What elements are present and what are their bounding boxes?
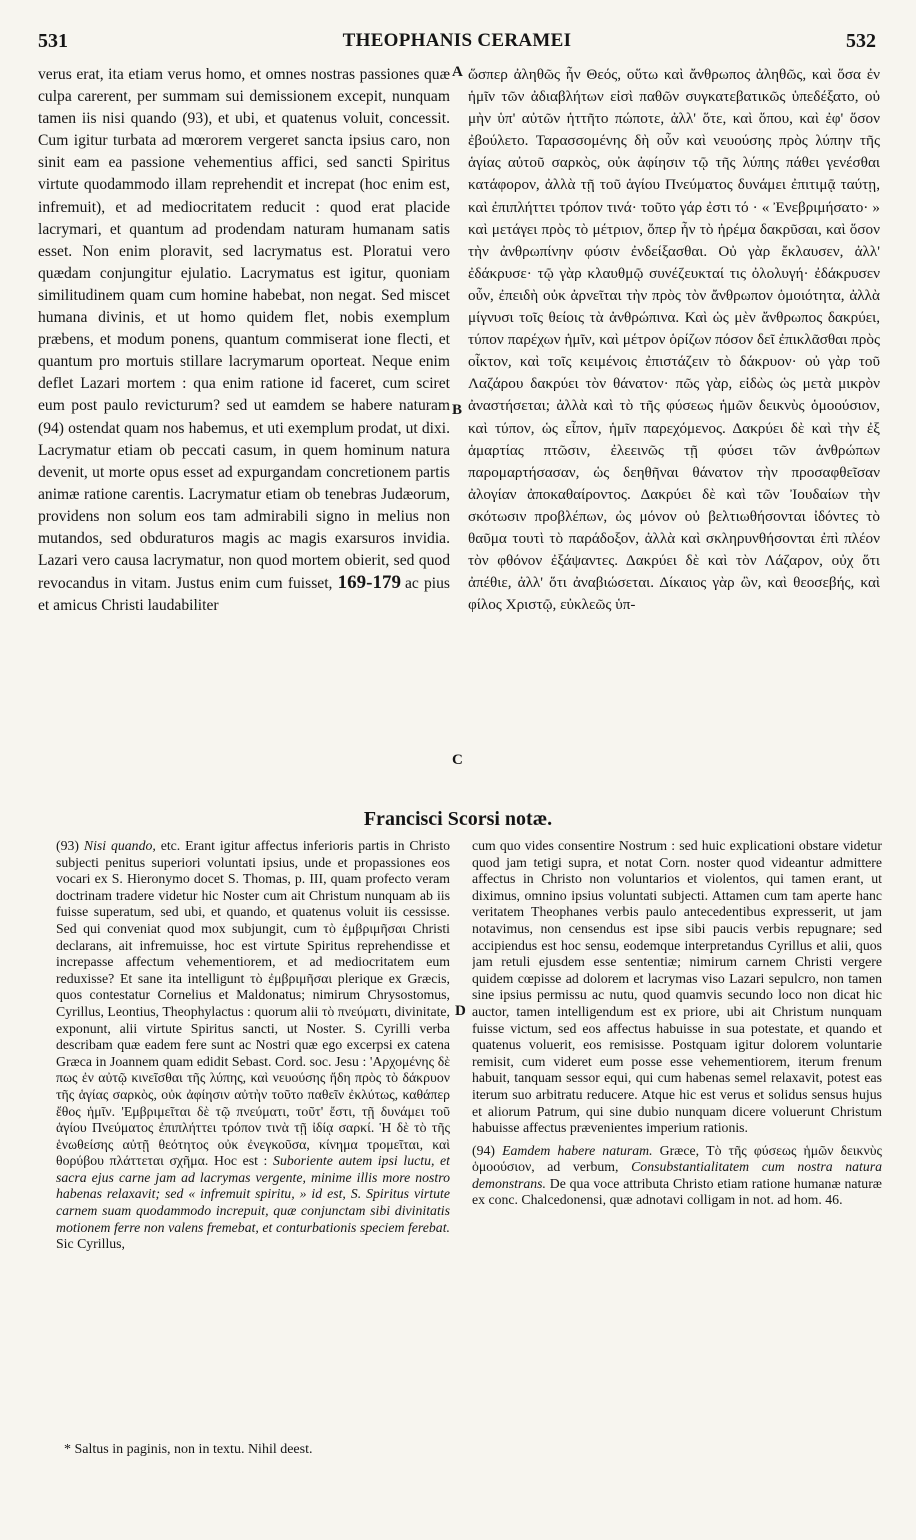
note-93-body: etc. Erant igitur affectus inferioris partis in Christo subjecti penitus superiori voluntati ipsius, unde et propassiones eos vocari ex S. Hieronymo docet S. Thomas, p. III, quam profecto veram doctrinam tradere videtur hic Noster cum ait Christum nunquam ab iis fuisse superatum, sed ubi, et quando, et quatenus voluit iis cessisse. Sed qui conveniat quod mox subjungit, cum τὸ ἐμβριμῆσαι Christi declarans, ait infremuisse, hoc est virtute Spiritus reprehendisse et increpasse affectum vehementiorem, et ad mediocritatem eum reduxisse? Et sane ita intelligunt τὸ ἐμβριμῆσαι plerique ex Græcis, quos contestatur Cornelius et Maldonatus; nimirum Chrysostomus, Cyrillus, Leontius, Theophylactus : quorum alii τὸ πνεύματι, divinitate, exponunt, alii virtute Spiritus sancti, ut Noster. S. Cyrilli verba describam quæ eadem fere sunt ac Nostri quæ ego excerpsi ex catena Græca in Joannem quam edidit Sebast. Cord. soc. Jesu : 'Αρχομένης δὲ πως ἐν αὐτῷ κινεῖσθαι τῆς λύπης, καὶ νευούσης ἤδη πρὸς τὸ δάκρυον τῆς ἁγίας σαρκὸς, οὐκ ἀφίησιν αὐτὴν τοῦτο παθεῖν ἐκλύτως, καθάπερ ἔθος ἡμῖν. 'Εμβριμεῖται δὲ τῷ πνεύματι, τοῦτ' ἔστι, τῇ δυνάμει τοῦ ἁγίου Πνεύματος ἐπιπλήττει τρόπον τινὰ τῇ ἰδίᾳ σαρκί. Ἡ δὲ τὸ τῆς ἑνωθείσης αὐτῇ θεότητος οὐκ ἐνεγκοῦσα, κίνημα τρομεῖται, καὶ θορύβου πλάττεται σχῆμα. Hoc est : (56, 838, 450, 1169)
latin-paragraph (38, 64, 450, 617)
section-number: 169-179 (337, 572, 401, 594)
margin-marker-a: A (452, 64, 463, 80)
running-title: THEOPHANIS CERAMEI (342, 30, 572, 51)
note-94-end: De qua voce attributa Christo etiam ratione humanæ naturæ ex conc. Chalcedonensi, quæ adnotavi colligam in not. ad hom. 46. (472, 1175, 882, 1208)
note-94 (472, 1143, 882, 1209)
margin-marker-c: C (452, 752, 463, 768)
note-93-label: (93) (56, 838, 79, 853)
greek-text: ὥσπερ ἀληθῶς ἦν Θεός, οὕτω καὶ ἄνθρωπος ἀληθῶς, καὶ ὅσα ἐν ἡμῖν τῶν ἀδιαβλήτων εἰσὶ παθῶν συγκατεβατικῶς ὑπεδέξατο, οὐ μὴν ὑπ' αὐτῶν ἡττῆτο πώποτε, ἀλλ' ὅτε, καὶ ὅπου, καὶ ἐφ' ὅσον ἐβούλετο. Ταρασσομένης δὴ οὖν καὶ νευούσης πρὸς λύπην τῆς ἁγίας αὐτοῦ σαρκὸς, οὐκ ἀφίησιν τῷ τῆς λύπης πάθει γενέσθαι κατάφορον, ἀλλὰ τῇ τοῦ ἁγίου Πνεύματος δυνάμει ἐπιτιμᾷ ταύτῃ, καὶ ἐπιπλήττει τρόπον τινά· τοῦτο γάρ ἐστι τό · « Ἐνεβριμήσατο· » καὶ μετάγει πρὸς τὸ μέτριον, ὅπερ ἦν τὸ ἠρέμα δακρῦσαι, καὶ ὅσον τὴν ἀνθρωπίνην φύσιν ἐνδείξασθαι. Οὐ γὰρ ἔκλαυσεν, ἀλλ' ἐδάκρυσε· τῷ γὰρ κλαυθμῷ συνέζευκταί τις ὀλολυγή· ἐδάκρυσεν οὖν, ἐπειδὴ οὐκ ἀρνεῖται τὴν πρὸς τὸν ἄνθρωπον ὁμοιότητα, ἀλλὰ μίγνυσι τοῖς θείοις τὰ ἀνθρώπινα. Καὶ ὡς μὲν ἄνθρωπος δακρύει, τύπον παρέχων ἡμῖν, καὶ μέτρον ὁρίζων πόσον δεῖ ἐπικλᾶσθαι πρὸς οἶκτον, καὶ τοῖς κειμένοις ἐπιστάζειν τὸ δάκρυον· οὐ γὰρ τοῦ Λαζάρου δακρύει τὸν θάνατον· πῶς γὰρ, εἰδὼς ὡς μετὰ μικρὸν ἀναστήσεται; ἀλλὰ καὶ τὸ τῆς φύσεως ἡμῶν δεικνὺς ὁμοούσιον, καὶ τύπον, ὡς εἶπον, ἡμῖν παρεχόμενος. Δακρύει δὲ καὶ τὴν ἐξ ἁμαρτίας πτῶσιν, ἐλεεινῶς τῇ φύσει τῶν ἀνθρώπων παρομαρτήσασαν, ὡς δεηθῆναι θάνατον τὴν προσαφθεῖσαν ἀλογίαν ἀποκαθαίροντος. Δακρύει δὲ καὶ τῶν Ἰουδαίων τὴν σκότωσιν προβλέπων, ὡς μόνον οὐ βελτιωθήσονται ἰδόντες τὸ θαῦμα τουτὶ τὸ παράδοξον, ἀλλὰ καὶ σκληρυνθήσονται ἐπὶ πλέον τὸν φθόνον ἐξάψαντες. Δακρύει δὲ καὶ τὸν Λάζαρον, οὐχ ὅτι ἀπέθιε, ἀλλ' ὅτι ἀναβιώσεται. Δίκαιος γὰρ ὢν, καὶ θεοσεβής, καὶ φίλος Χριστῷ, εὐκλεῶς ὑπ- (468, 66, 880, 614)
note-93-continued: cum quo vides consentire Nostrum : sed huic explicationi obstare videtur quod jam tetigi supra, et notat Corn. noster quod videantur admittere affectus in Christo non voluntarios et violentos, qui tamen erant, ut diximus, omnino ipsius voluntati subjecti. Attamen cum tam aperte hanc veritatem Theophanes verbis paulo antecedentibus expresserit, ut jam notavimus, non censendus est ipse sibi paucis verbis repugnare; sed accipiendus est hoc sensu, eodemque interpretandus Cyrillus et alii, quos jam retuli ejusdem esse sententiæ; nimirum carnem Christi vergere quidem cœpisse ad dolorem et lacrymas viso Lazari sepulcro, non tamen sine ipsius permissu ac nutu, quod quamvis secundo loco non dicat hic auctor, tamen intelligendum est ex priore, ubi ait Christum nunquam fuisse victum, sed eos affectus habuisse in sua potestate, et quando et quatenus voluerit, eos remisisse. Postquam igitur dolorem voluntarie remisit, cum videret eum posse esse vehementiorem, iterum frenum habuit, tanquam sessor equi, qui cum habenas semel relaxavit, potest eas iterum suo arbitratu reducere. Atque hic est verus et solidus sensus hujus et aliorum Patrum, qui sine dubio nunquam dicere voluerunt Christum habuisse affectus prævenientes imperium rationis. (472, 838, 882, 1136)
footnote: * Saltus in paginis, non in textu. Nihil deest. (64, 1442, 313, 1457)
notes-title: Francisci Scorsi notæ. (363, 808, 553, 830)
note-93-end: Sic Cyrillus, (56, 1236, 125, 1252)
note-94-label: (94) (472, 1142, 495, 1158)
note-94-body: Græce, Τὸ τῆς φύσεως ἡμῶν δεικνὺς ὁμοούσιον, ad verbum, (472, 1142, 882, 1175)
greek-column (468, 64, 880, 794)
page-number-left: 531 (38, 30, 68, 52)
latin-tail: ac pius et amicus Christi laudabiliter (38, 575, 450, 615)
notes-left-column (56, 838, 450, 1438)
running-header (38, 30, 876, 58)
margin-marker-b: B (452, 402, 463, 418)
note-93 (56, 838, 450, 1253)
page-number-right: 532 (846, 30, 876, 52)
note-94-italic: Consubstantialitatem cum nostra natura demonstrans. (472, 1159, 882, 1191)
notes-right-column (472, 838, 882, 1358)
latin-column (38, 64, 450, 794)
latin-text: verus erat, ita etiam verus homo, et omnes nostras passiones quæ culpa carerent, per summam sui demissionem excepit, nunquam tamen iis nisi quando (93), et ubi, et quatenus voluit, concessit. Cum igitur turbata ad mœrorem vergeret sancta ipsius caro, non sinit eam ea passione vehementius affici, sed sancti Spiritus virtute quodammodo illam reprehendit et increpat (hoc enim est, infremuit), et ad mediocritatem reducit : quod erat placide lacrymari, et quantum ad prodendam naturam humanam satis esset. Non enim ploravit, sed lacrymatus est. Ploratui vero quædam conjungitur ejulatio. Lacrymatus est igitur, quoniam similitudinem quam cum homine habebat, non negat. Sed miscet humana divinis, et ut homo quidem flet, nobis exemplum præbens, et modum ponens, quantum commiserat ione flecti, et quantum pro mortuis stillare lacrymarum oporteat. Neque enim deflet Lazari mortem : qua enim ratione id faceret, cum sciret eum post paulo revicturum? sed ut eamdem se habere naturam (94) ostendat quam nos habemus, et uti exemplum prodat, ut dixi. Lacrymatur etiam ob peccati casum, in quem hominum natura devenit, ut morte opus esset ad expurgandam concretionem partis animæ ratione carentis. Lacrymatur etiam ob tenebras Judæorum, providens non solum eos tam admirabili signo in melius non mutandos, sed obduraturos magis ac magis exarsuros invidia. Lazari vero causa lacrymatur, non quod mortem obierit, sed quod revocandus in vitam. Justus enim cum fuisset, (38, 66, 450, 593)
note-93-lemma: Nisi quando, (83, 838, 156, 853)
margin-marker-d: D (455, 1003, 466, 1019)
note-94-lemma: Eamdem habere naturam. (502, 1142, 653, 1158)
note-93-italic: Suboriente autem ipsi luctu, et sacra ejus carne jam ad lacrymas vergente, minime illis more nostro habenas relaxavit; sed « infremuit spiritu, » id est, S. Spiritus virtute carnem suam quodammodo increpuit, quæ conjunctam sibi divinitatis motionem ferre non valens fremebat, et conturbationis speciem ferebat. (56, 1153, 450, 1235)
